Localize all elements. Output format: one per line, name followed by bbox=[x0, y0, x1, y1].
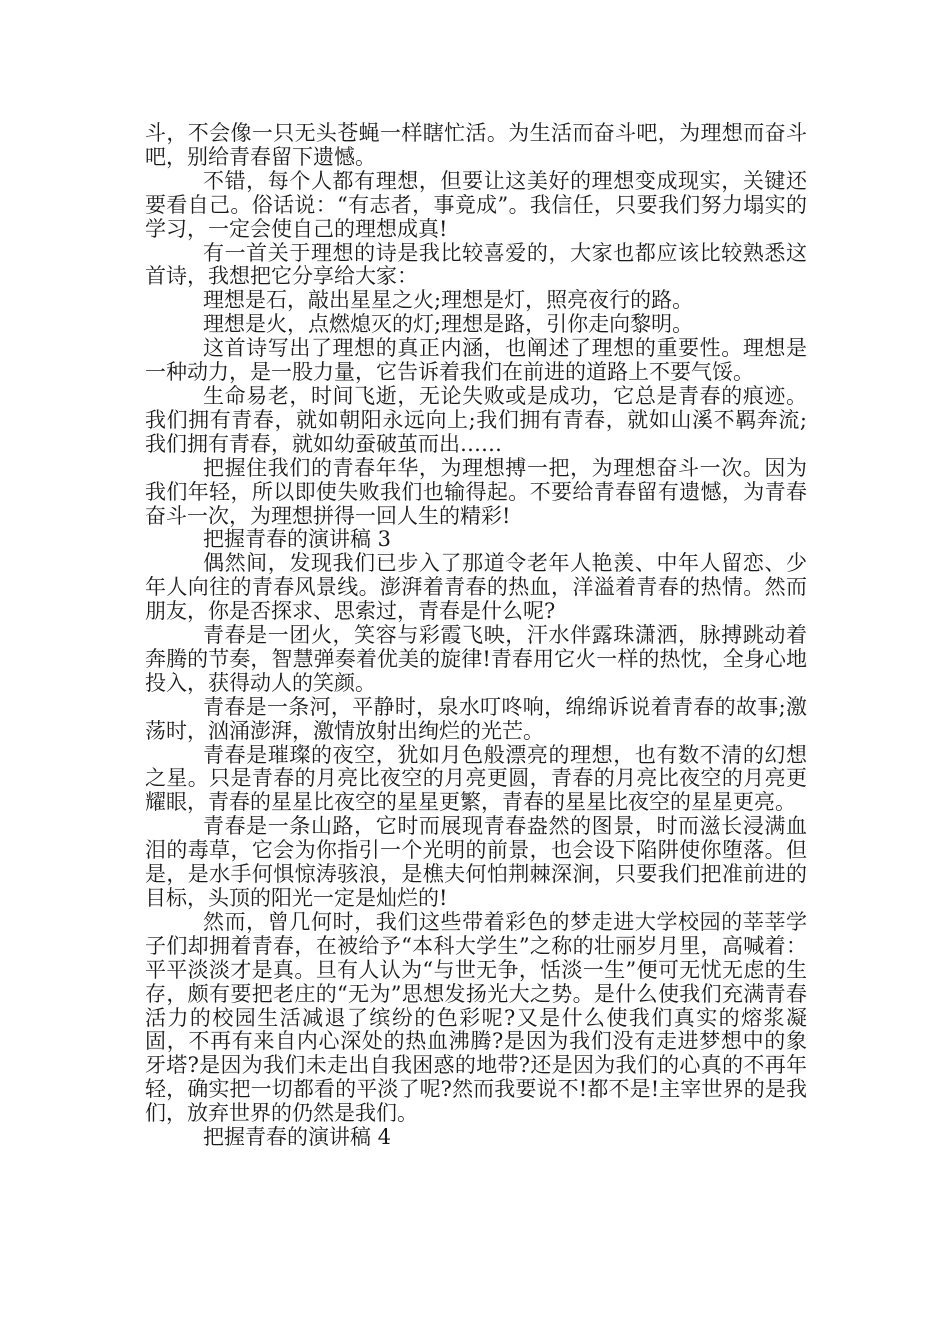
poem-line: 理想是火，点燃熄灭的灯;理想是路，引你走向黎明。 bbox=[203, 312, 694, 337]
paragraph: 有一首关于理想的诗是我比较喜爱的，大家也都应该比较熟悉这首诗，我想把它分享给大家： bbox=[145, 240, 807, 289]
section-heading: 把握青春的演讲稿 3 bbox=[203, 527, 392, 552]
paragraph: 这首诗写出了理想的真正内涵，也阐述了理想的重要性。理想是一种动力，是一股力量，它告诉着我们在前进的道路上不要气馁。 bbox=[145, 336, 807, 385]
paragraph: 生命易老，时间飞逝，无论失败或是成功，它总是青春的痕迹。我们拥有青春，就如朝阳永远向上;我们拥有青春，就如山溪不羁奔流;我们拥有青春，就如幼蚕破茧而出…… bbox=[145, 383, 807, 456]
paragraph: 偶然间，发现我们已步入了那道令老年人艳羡、中年人留恋、少年人向往的青春风景线。澎湃着青春的热血，洋溢着青春的热情。然而朋友，你是否探求、思索过，青春是什么呢? bbox=[145, 551, 807, 624]
paragraph: 青春是一条河，平静时，泉水叮咚响，绵绵诉说着青春的故事;激荡时，汹涌澎湃，激情放射出绚烂的光芒。 bbox=[145, 694, 807, 743]
paragraph: 然而，曾几何时，我们这些带着彩色的梦走进大学校园的莘莘学子们却拥着青春，在被给予“本科大学生”之称的壮丽岁月里，高喊着：平平淡淡才是真。旦有人认为“与世无争，恬淡一生”便可无忧无虑的生存，颇有要把老庄的“无为”思想发扬光大之势。是什么使我们充满青春活力的校园生活减退了缤纷的色彩呢?又是什么使我们真实的熔浆凝固，不再有来自内心深处的热血沸腾?是因为我们没有走进梦想中的象牙塔?是因为我们未走出自我困惑的地带?还是因为我们的心真的不再年轻，确实把一切都看的平淡了呢?然而我要说不!都不是!主宰世界的是我们，放弃世界的仍然是我们。 bbox=[145, 909, 807, 1126]
document-body bbox=[145, 122, 807, 1150]
paragraph: 青春是璀璨的夜空，犹如月色般漂亮的理想，也有数不清的幻想之星。只是青春的月亮比夜空的月亮更圆，青春的月亮比夜空的月亮更耀眼，青春的星星比夜空的星星更繁，青春的星星比夜空的星星更亮。 bbox=[145, 742, 807, 815]
poem-line: 理想是石，敲出星星之火;理想是灯，照亮夜行的路。 bbox=[203, 288, 694, 313]
paragraph: 青春是一条山路，它时而展现青春盎然的图景，时而滋长浸满血泪的毒草，它会为你指引一个光明的前景，也会设下陷阱使你堕落。但是，是水手何惧惊涛骇浪，是樵夫何怕荆棘深涧，只要我们把准前进的目标，头顶的阳光一定是灿烂的! bbox=[145, 814, 807, 910]
paragraph: 把握住我们的青春年华，为理想搏一把，为理想奋斗一次。因为我们年轻，所以即使失败我们也输得起。不要给青春留有遗憾，为青春奋斗一次，为理想拼得一回人生的精彩! bbox=[145, 455, 807, 528]
paragraph: 斗，不会像一只无头苍蝇一样瞎忙活。为生活而奋斗吧，为理想而奋斗吧，别给青春留下遗憾。 bbox=[145, 121, 807, 169]
paragraph: 青春是一团火，笑容与彩霞飞映，汗水伴露珠潇洒，脉搏跳动着奔腾的节奏，智慧弹奏着优美的旋律!青春用它火一样的热忱，全身心地投入，获得动人的笑颜。 bbox=[145, 623, 807, 695]
paragraph: 不错，每个人都有理想，但要让这美好的理想变成现实，关键还要看自己。俗话说：“有志者，事竟成”。我信任，只要我们努力塌实的学习，一定会使自己的理想成真! bbox=[145, 168, 807, 241]
section-heading: 把握青春的演讲稿 4 bbox=[203, 1125, 392, 1150]
